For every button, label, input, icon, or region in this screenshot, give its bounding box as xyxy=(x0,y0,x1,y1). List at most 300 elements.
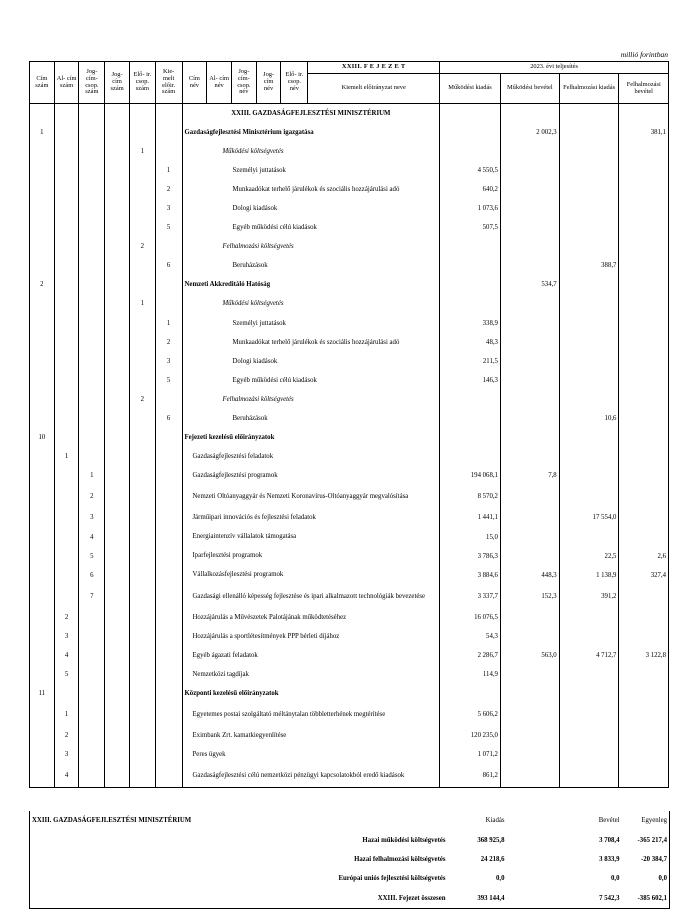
row-cim-szam xyxy=(30,352,55,371)
row-mukodesi-kiadas: 3 884,6 xyxy=(440,566,501,585)
row-jogcim-szam xyxy=(105,566,130,585)
row-name: Vállalkozásfejlesztési programok xyxy=(182,566,440,585)
row-eloir-csop-szam xyxy=(129,180,155,199)
row-eloir-csop-szam: 1 xyxy=(129,294,155,313)
row-kiemelt-eloir-szam xyxy=(155,726,182,745)
summary-table xyxy=(29,811,670,909)
row-mukodesi-kiadas: 861,2 xyxy=(440,764,501,787)
row-mukodesi-bevetel: 534,7 xyxy=(500,275,559,294)
row-eloir-csop-szam: 1 xyxy=(129,142,155,161)
row-felhalmozasi-kiadas xyxy=(559,703,619,726)
row-felhalmozasi-kiadas: 388,7 xyxy=(559,256,619,275)
row-jogcim-szam xyxy=(105,123,130,142)
row-alcim-szam xyxy=(54,237,79,256)
row-jogcimcsop-szam: 5 xyxy=(79,547,105,566)
row-felhalmozasi-bevetel xyxy=(619,161,669,180)
row-name: Hozzájárulás a Művészetek Palotájának működtetéséhez xyxy=(182,608,440,627)
row-name: Személyi juttatások xyxy=(182,314,440,333)
row-kiemelt-eloir-szam xyxy=(155,485,182,508)
row-jogcim-szam xyxy=(105,371,130,390)
row-mukodesi-bevetel xyxy=(500,256,559,275)
row-name: Energiaintenzív vállalatok támogatása xyxy=(182,527,440,546)
row-name: Egyéb ágazati feladatok xyxy=(182,646,440,665)
row-mukodesi-bevetel xyxy=(500,547,559,566)
row-mukodesi-bevetel xyxy=(500,390,559,409)
row-felhalmozasi-bevetel xyxy=(619,608,669,627)
row-jogcim-szam xyxy=(105,275,130,294)
table-header xyxy=(30,62,669,104)
row-mukodesi-kiadas: 211,5 xyxy=(440,352,501,371)
row-mukodesi-kiadas: 5 606,2 xyxy=(440,703,501,726)
row-kiemelt-eloir-szam xyxy=(155,665,182,684)
row-jogcim-szam xyxy=(105,764,130,787)
row-eloir-csop-szam xyxy=(129,566,155,585)
row-eloir-csop-szam xyxy=(129,256,155,275)
row-mukodesi-bevetel xyxy=(500,764,559,787)
row-jogcim-szam xyxy=(105,745,130,764)
header-jogcim-szam: Jog- cím szám xyxy=(105,62,130,104)
row-name: Dologi kiadások xyxy=(182,352,440,371)
row-jogcimcsop-szam xyxy=(79,180,105,199)
row-alcim-szam xyxy=(54,333,79,352)
row-name: Központi kezelésű előirányzatok xyxy=(182,684,440,703)
row-jogcim-szam xyxy=(105,237,130,256)
table-row xyxy=(30,180,669,199)
budget-table xyxy=(29,61,669,788)
row-jogcim-szam xyxy=(105,547,130,566)
row-felhalmozasi-bevetel xyxy=(619,703,669,726)
row-kiemelt-eloir-szam: 2 xyxy=(155,180,182,199)
row-cim-szam xyxy=(30,218,55,237)
row-felhalmozasi-bevetel: 381,1 xyxy=(619,123,669,142)
row-alcim-szam: 1 xyxy=(54,703,79,726)
summary-total-kiadas: 393 144,4 xyxy=(448,889,507,909)
summary-kiadas: 0,0 xyxy=(496,875,505,883)
row-jogcim-szam xyxy=(105,684,130,703)
row-felhalmozasi-kiadas xyxy=(559,726,619,745)
row-eloir-csop-szam xyxy=(129,547,155,566)
row-jogcim-szam xyxy=(105,485,130,508)
summary-egyenleg: -20 384,7 xyxy=(622,850,670,869)
row-mukodesi-kiadas: 54,3 xyxy=(440,627,501,646)
row-mukodesi-bevetel xyxy=(500,161,559,180)
row-name: Járműipari innovációs és fejlesztési feladatok xyxy=(182,508,440,527)
row-alcim-szam xyxy=(54,485,79,508)
row-jogcimcsop-szam xyxy=(79,352,105,371)
row-eloir-csop-szam xyxy=(129,646,155,665)
row-alcim-szam xyxy=(54,466,79,485)
row-name: Nemzeti Oltóanyaggyár és Nemzeti Koronavírus-Oltóanyaggyár megvalósítása xyxy=(182,485,440,508)
row-cim-szam xyxy=(30,726,55,745)
table-row xyxy=(30,314,669,333)
row-name: Munkaadókat terhelő járulékok és szociális hozzájárulási adó xyxy=(182,180,440,199)
row-felhalmozasi-bevetel xyxy=(619,294,669,313)
row-cim-szam xyxy=(30,256,55,275)
row-jogcim-szam xyxy=(105,256,130,275)
table-row xyxy=(30,428,669,447)
row-eloir-csop-szam xyxy=(129,123,155,142)
row-felhalmozasi-bevetel xyxy=(619,428,669,447)
row-mukodesi-kiadas: 3 786,3 xyxy=(440,547,501,566)
row-eloir-csop-szam xyxy=(129,447,155,466)
row-kiemelt-eloir-szam xyxy=(155,764,182,787)
row-alcim-szam: 2 xyxy=(54,608,79,627)
row-jogcimcsop-szam xyxy=(79,333,105,352)
row-mukodesi-bevetel xyxy=(500,371,559,390)
row-felhalmozasi-kiadas xyxy=(559,294,619,313)
row-name: Munkaadókat terhelő járulékok és szociális hozzájárulási adó xyxy=(182,333,440,352)
row-mukodesi-bevetel: 7,8 xyxy=(500,466,559,485)
header-kiemelt-nev: Kiemelt előirányzat neve xyxy=(308,74,440,104)
row-cim-szam xyxy=(30,703,55,726)
row-eloir-csop-szam: 2 xyxy=(129,237,155,256)
row-mukodesi-kiadas: 120 235,0 xyxy=(440,726,501,745)
row-mukodesi-bevetel xyxy=(500,142,559,161)
row-name: Gazdaságfejlesztési Minisztérium igazgatása xyxy=(182,123,440,142)
row-jogcimcsop-szam: 2 xyxy=(79,485,105,508)
row-eloir-csop-szam xyxy=(129,218,155,237)
header-jogcimcsop-szam: Jog- cím- csop. szám xyxy=(79,62,105,104)
row-felhalmozasi-bevetel xyxy=(619,447,669,466)
row-alcim-szam xyxy=(54,409,79,428)
row-eloir-csop-szam xyxy=(129,275,155,294)
row-mukodesi-kiadas: 48,3 xyxy=(440,333,501,352)
row-felhalmozasi-bevetel xyxy=(619,684,669,703)
row-kiemelt-eloir-szam: 2 xyxy=(155,333,182,352)
row-jogcim-szam xyxy=(105,703,130,726)
summary-total xyxy=(30,889,670,909)
row-kiemelt-eloir-szam: 5 xyxy=(155,218,182,237)
row-mukodesi-kiadas xyxy=(440,409,501,428)
row-felhalmozasi-bevetel xyxy=(619,390,669,409)
row-kiemelt-eloir-szam: 1 xyxy=(155,161,182,180)
table-row xyxy=(30,104,669,123)
row-cim-szam: 10 xyxy=(30,428,55,447)
row-mukodesi-bevetel xyxy=(500,237,559,256)
row-mukodesi-kiadas: 1 441,1 xyxy=(440,508,501,527)
summary-egyenleg: 0,0 xyxy=(622,869,670,888)
row-kiemelt-eloir-szam xyxy=(155,466,182,485)
row-kiemelt-eloir-szam xyxy=(155,508,182,527)
row-jogcim-szam xyxy=(105,428,130,447)
row-cim-szam xyxy=(30,646,55,665)
row-eloir-csop-szam xyxy=(129,608,155,627)
table-row xyxy=(30,294,669,313)
header-jogcimcsop-nev: Jog- cím- csop. név xyxy=(231,62,256,104)
row-kiemelt-eloir-szam xyxy=(155,585,182,608)
row-mukodesi-kiadas xyxy=(440,275,501,294)
row-felhalmozasi-kiadas xyxy=(559,485,619,508)
row-mukodesi-kiadas: 194 068,1 xyxy=(440,466,501,485)
row-felhalmozasi-kiadas xyxy=(559,161,619,180)
row-mukodesi-bevetel xyxy=(500,314,559,333)
row-jogcim-szam xyxy=(105,646,130,665)
header-cim-szam: Cím szám xyxy=(30,62,55,104)
row-mukodesi-bevetel xyxy=(500,703,559,726)
row-name: Felhalmozási költségvetés xyxy=(182,237,440,256)
row-jogcimcsop-szam xyxy=(79,428,105,447)
row-name: Felhalmozási költségvetés xyxy=(182,390,440,409)
row-jogcimcsop-szam xyxy=(79,161,105,180)
row-kiemelt-eloir-szam xyxy=(155,104,182,123)
row-felhalmozasi-kiadas xyxy=(559,684,619,703)
row-jogcim-szam xyxy=(105,142,130,161)
row-name: Hozzájárulás a sportlétesítmények PPP bérleti díjához xyxy=(182,627,440,646)
table-row xyxy=(30,275,669,294)
row-felhalmozasi-bevetel xyxy=(619,180,669,199)
row-alcim-szam xyxy=(54,371,79,390)
row-jogcimcsop-szam: 6 xyxy=(79,566,105,585)
row-jogcimcsop-szam xyxy=(79,409,105,428)
row-mukodesi-kiadas xyxy=(440,447,501,466)
table-body xyxy=(30,104,669,788)
row-kiemelt-eloir-szam xyxy=(155,142,182,161)
row-jogcimcsop-szam xyxy=(79,447,105,466)
row-name: Nemzetközi tagdíjak xyxy=(182,665,440,684)
row-name: Beruházások xyxy=(182,256,440,275)
row-mukodesi-kiadas: 1 073,6 xyxy=(440,199,501,218)
row-mukodesi-kiadas: 146,3 xyxy=(440,371,501,390)
header-alcim-nev: Al- cím név xyxy=(207,62,232,104)
row-jogcim-szam xyxy=(105,409,130,428)
row-mukodesi-bevetel xyxy=(500,745,559,764)
row-eloir-csop-szam xyxy=(129,371,155,390)
row-eloir-csop-szam xyxy=(129,585,155,608)
row-felhalmozasi-kiadas xyxy=(559,218,619,237)
summary-title: XXIII. GAZDASÁGFEJLESZTÉSI MINISZTÉRIUM xyxy=(30,811,448,830)
row-eloir-csop-szam xyxy=(129,104,155,123)
row-felhalmozasi-bevetel xyxy=(619,485,669,508)
row-name: Fejezeti kezelésű előirányzatok xyxy=(182,428,440,447)
row-jogcim-szam xyxy=(105,218,130,237)
row-mukodesi-bevetel xyxy=(500,199,559,218)
row-kiemelt-eloir-szam xyxy=(155,547,182,566)
row-felhalmozasi-kiadas xyxy=(559,104,619,123)
summary-label: Hazai felhalmozási költségvetés xyxy=(30,850,448,869)
row-kiemelt-eloir-szam xyxy=(155,123,182,142)
row-jogcimcsop-szam xyxy=(79,703,105,726)
row-mukodesi-bevetel xyxy=(500,508,559,527)
table-row xyxy=(30,665,669,684)
row-alcim-szam xyxy=(54,314,79,333)
row-mukodesi-bevetel xyxy=(500,218,559,237)
row-kiemelt-eloir-szam: 1 xyxy=(155,314,182,333)
row-mukodesi-bevetel xyxy=(500,180,559,199)
table-row xyxy=(30,123,669,142)
row-felhalmozasi-kiadas xyxy=(559,390,619,409)
row-alcim-szam: 1 xyxy=(54,447,79,466)
row-jogcim-szam xyxy=(105,352,130,371)
row-felhalmozasi-kiadas xyxy=(559,764,619,787)
row-felhalmozasi-bevetel xyxy=(619,527,669,546)
row-felhalmozasi-kiadas xyxy=(559,447,619,466)
row-alcim-szam xyxy=(54,684,79,703)
row-felhalmozasi-kiadas xyxy=(559,199,619,218)
summary-bevetel: 3 833,9 xyxy=(599,855,620,863)
row-felhalmozasi-bevetel xyxy=(619,665,669,684)
row-felhalmozasi-kiadas xyxy=(559,333,619,352)
row-mukodesi-kiadas: 4 550,5 xyxy=(440,161,501,180)
row-cim-szam xyxy=(30,390,55,409)
row-alcim-szam xyxy=(54,585,79,608)
row-alcim-szam xyxy=(54,142,79,161)
row-name: Beruházások xyxy=(182,409,440,428)
summary-col-egyenleg: Egyenleg xyxy=(622,811,670,830)
summary-line xyxy=(30,830,670,849)
row-eloir-csop-szam xyxy=(129,745,155,764)
row-alcim-szam xyxy=(54,390,79,409)
row-jogcim-szam xyxy=(105,447,130,466)
row-jogcim-szam xyxy=(105,180,130,199)
row-mukodesi-kiadas xyxy=(440,104,501,123)
row-cim-szam xyxy=(30,294,55,313)
row-mukodesi-bevetel: 448,3 xyxy=(500,566,559,585)
row-felhalmozasi-bevetel xyxy=(619,352,669,371)
row-kiemelt-eloir-szam xyxy=(155,428,182,447)
row-mukodesi-kiadas: 640,2 xyxy=(440,180,501,199)
row-jogcimcsop-szam xyxy=(79,199,105,218)
row-kiemelt-eloir-szam: 3 xyxy=(155,199,182,218)
row-mukodesi-kiadas: 16 076,5 xyxy=(440,608,501,627)
row-kiemelt-eloir-szam xyxy=(155,627,182,646)
row-felhalmozasi-bevetel xyxy=(619,275,669,294)
row-felhalmozasi-bevetel xyxy=(619,104,669,123)
row-mukodesi-kiadas xyxy=(440,123,501,142)
table-row xyxy=(30,764,669,787)
header-eloir-csop-nev: Elő- ir. csop. név xyxy=(281,62,308,104)
summary-label: Európai uniós fejlesztési költségvetés xyxy=(30,869,448,888)
table-row xyxy=(30,237,669,256)
table-row xyxy=(30,142,669,161)
row-name: Gazdaságfejlesztési célú nemzetközi pénzügyi kapcsolatokból eredő kiadások xyxy=(182,764,440,787)
row-felhalmozasi-kiadas: 17 554,0 xyxy=(559,508,619,527)
summary-total-label: XXIII. Fejezet összesen xyxy=(30,889,448,909)
row-eloir-csop-szam xyxy=(129,314,155,333)
row-cim-szam: 2 xyxy=(30,275,55,294)
row-kiemelt-eloir-szam xyxy=(155,237,182,256)
row-cim-szam xyxy=(30,314,55,333)
row-mukodesi-bevetel xyxy=(500,665,559,684)
summary-egyenleg: -365 217,4 xyxy=(622,830,670,849)
row-alcim-szam xyxy=(54,566,79,585)
row-jogcimcsop-szam xyxy=(79,371,105,390)
row-felhalmozasi-kiadas xyxy=(559,745,619,764)
table-row xyxy=(30,726,669,745)
row-felhalmozasi-bevetel xyxy=(619,409,669,428)
row-name: Peres ügyek xyxy=(182,745,440,764)
row-jogcim-szam xyxy=(105,508,130,527)
row-jogcimcsop-szam xyxy=(79,123,105,142)
row-cim-szam xyxy=(30,447,55,466)
row-mukodesi-bevetel xyxy=(500,409,559,428)
row-felhalmozasi-bevetel xyxy=(619,726,669,745)
row-cim-szam: 11 xyxy=(30,684,55,703)
row-felhalmozasi-bevetel xyxy=(619,508,669,527)
row-kiemelt-eloir-szam xyxy=(155,745,182,764)
row-felhalmozasi-kiadas xyxy=(559,608,619,627)
table-row xyxy=(30,371,669,390)
row-eloir-csop-szam xyxy=(129,508,155,527)
row-mukodesi-bevetel xyxy=(500,428,559,447)
row-jogcimcsop-szam xyxy=(79,142,105,161)
row-cim-szam xyxy=(30,566,55,585)
table-row xyxy=(30,566,669,585)
row-kiemelt-eloir-szam: 6 xyxy=(155,256,182,275)
row-eloir-csop-szam xyxy=(129,352,155,371)
row-jogcimcsop-szam: 3 xyxy=(79,508,105,527)
row-kiemelt-eloir-szam: 6 xyxy=(155,409,182,428)
row-kiemelt-eloir-szam xyxy=(155,684,182,703)
summary-label: Hazai működési költségvetés xyxy=(30,830,448,849)
row-kiemelt-eloir-szam: 3 xyxy=(155,352,182,371)
row-eloir-csop-szam xyxy=(129,627,155,646)
row-mukodesi-bevetel xyxy=(500,726,559,745)
row-felhalmozasi-kiadas xyxy=(559,527,619,546)
row-eloir-csop-szam xyxy=(129,665,155,684)
row-jogcimcsop-szam xyxy=(79,745,105,764)
summary-bevetel: 3 708,4 xyxy=(599,836,620,844)
row-mukodesi-kiadas: 1 071,2 xyxy=(440,745,501,764)
table-row xyxy=(30,333,669,352)
row-cim-szam xyxy=(30,527,55,546)
row-jogcim-szam xyxy=(105,104,130,123)
row-felhalmozasi-bevetel xyxy=(619,764,669,787)
table-row xyxy=(30,199,669,218)
row-jogcim-szam xyxy=(105,527,130,546)
row-cim-szam xyxy=(30,142,55,161)
table-row xyxy=(30,745,669,764)
row-cim-szam xyxy=(30,104,55,123)
table-row xyxy=(30,585,669,608)
row-mukodesi-kiadas: 338,9 xyxy=(440,314,501,333)
row-jogcimcsop-szam xyxy=(79,256,105,275)
row-cim-szam xyxy=(30,485,55,508)
row-felhalmozasi-kiadas xyxy=(559,275,619,294)
row-alcim-szam xyxy=(54,180,79,199)
row-felhalmozasi-kiadas xyxy=(559,371,619,390)
row-mukodesi-kiadas xyxy=(440,237,501,256)
table-row xyxy=(30,627,669,646)
row-kiemelt-eloir-szam xyxy=(155,608,182,627)
row-mukodesi-bevetel xyxy=(500,485,559,508)
row-mukodesi-bevetel xyxy=(500,294,559,313)
summary-total-egyenleg: -385 602,1 xyxy=(622,889,670,909)
row-eloir-csop-szam xyxy=(129,466,155,485)
row-kiemelt-eloir-szam xyxy=(155,527,182,546)
row-felhalmozasi-kiadas xyxy=(559,123,619,142)
row-mukodesi-bevetel xyxy=(500,447,559,466)
table-row xyxy=(30,703,669,726)
row-jogcimcsop-szam xyxy=(79,646,105,665)
row-name: Gazdaságfejlesztési feladatok xyxy=(182,447,440,466)
row-felhalmozasi-bevetel: 2,6 xyxy=(619,547,669,566)
row-jogcim-szam xyxy=(105,726,130,745)
row-alcim-szam: 5 xyxy=(54,665,79,684)
row-mukodesi-bevetel xyxy=(500,608,559,627)
header-felhalmozasi-kiadas: Felhalmozási kiadás xyxy=(559,74,619,104)
row-felhalmozasi-kiadas: 4 712,7 xyxy=(559,646,619,665)
row-alcim-szam xyxy=(54,275,79,294)
row-kiemelt-eloir-szam xyxy=(155,447,182,466)
table-row xyxy=(30,466,669,485)
row-mukodesi-bevetel xyxy=(500,333,559,352)
row-mukodesi-bevetel xyxy=(500,684,559,703)
row-jogcimcsop-szam xyxy=(79,294,105,313)
row-mukodesi-kiadas: 8 570,2 xyxy=(440,485,501,508)
row-jogcimcsop-szam xyxy=(79,608,105,627)
row-cim-szam xyxy=(30,547,55,566)
row-jogcimcsop-szam xyxy=(79,237,105,256)
